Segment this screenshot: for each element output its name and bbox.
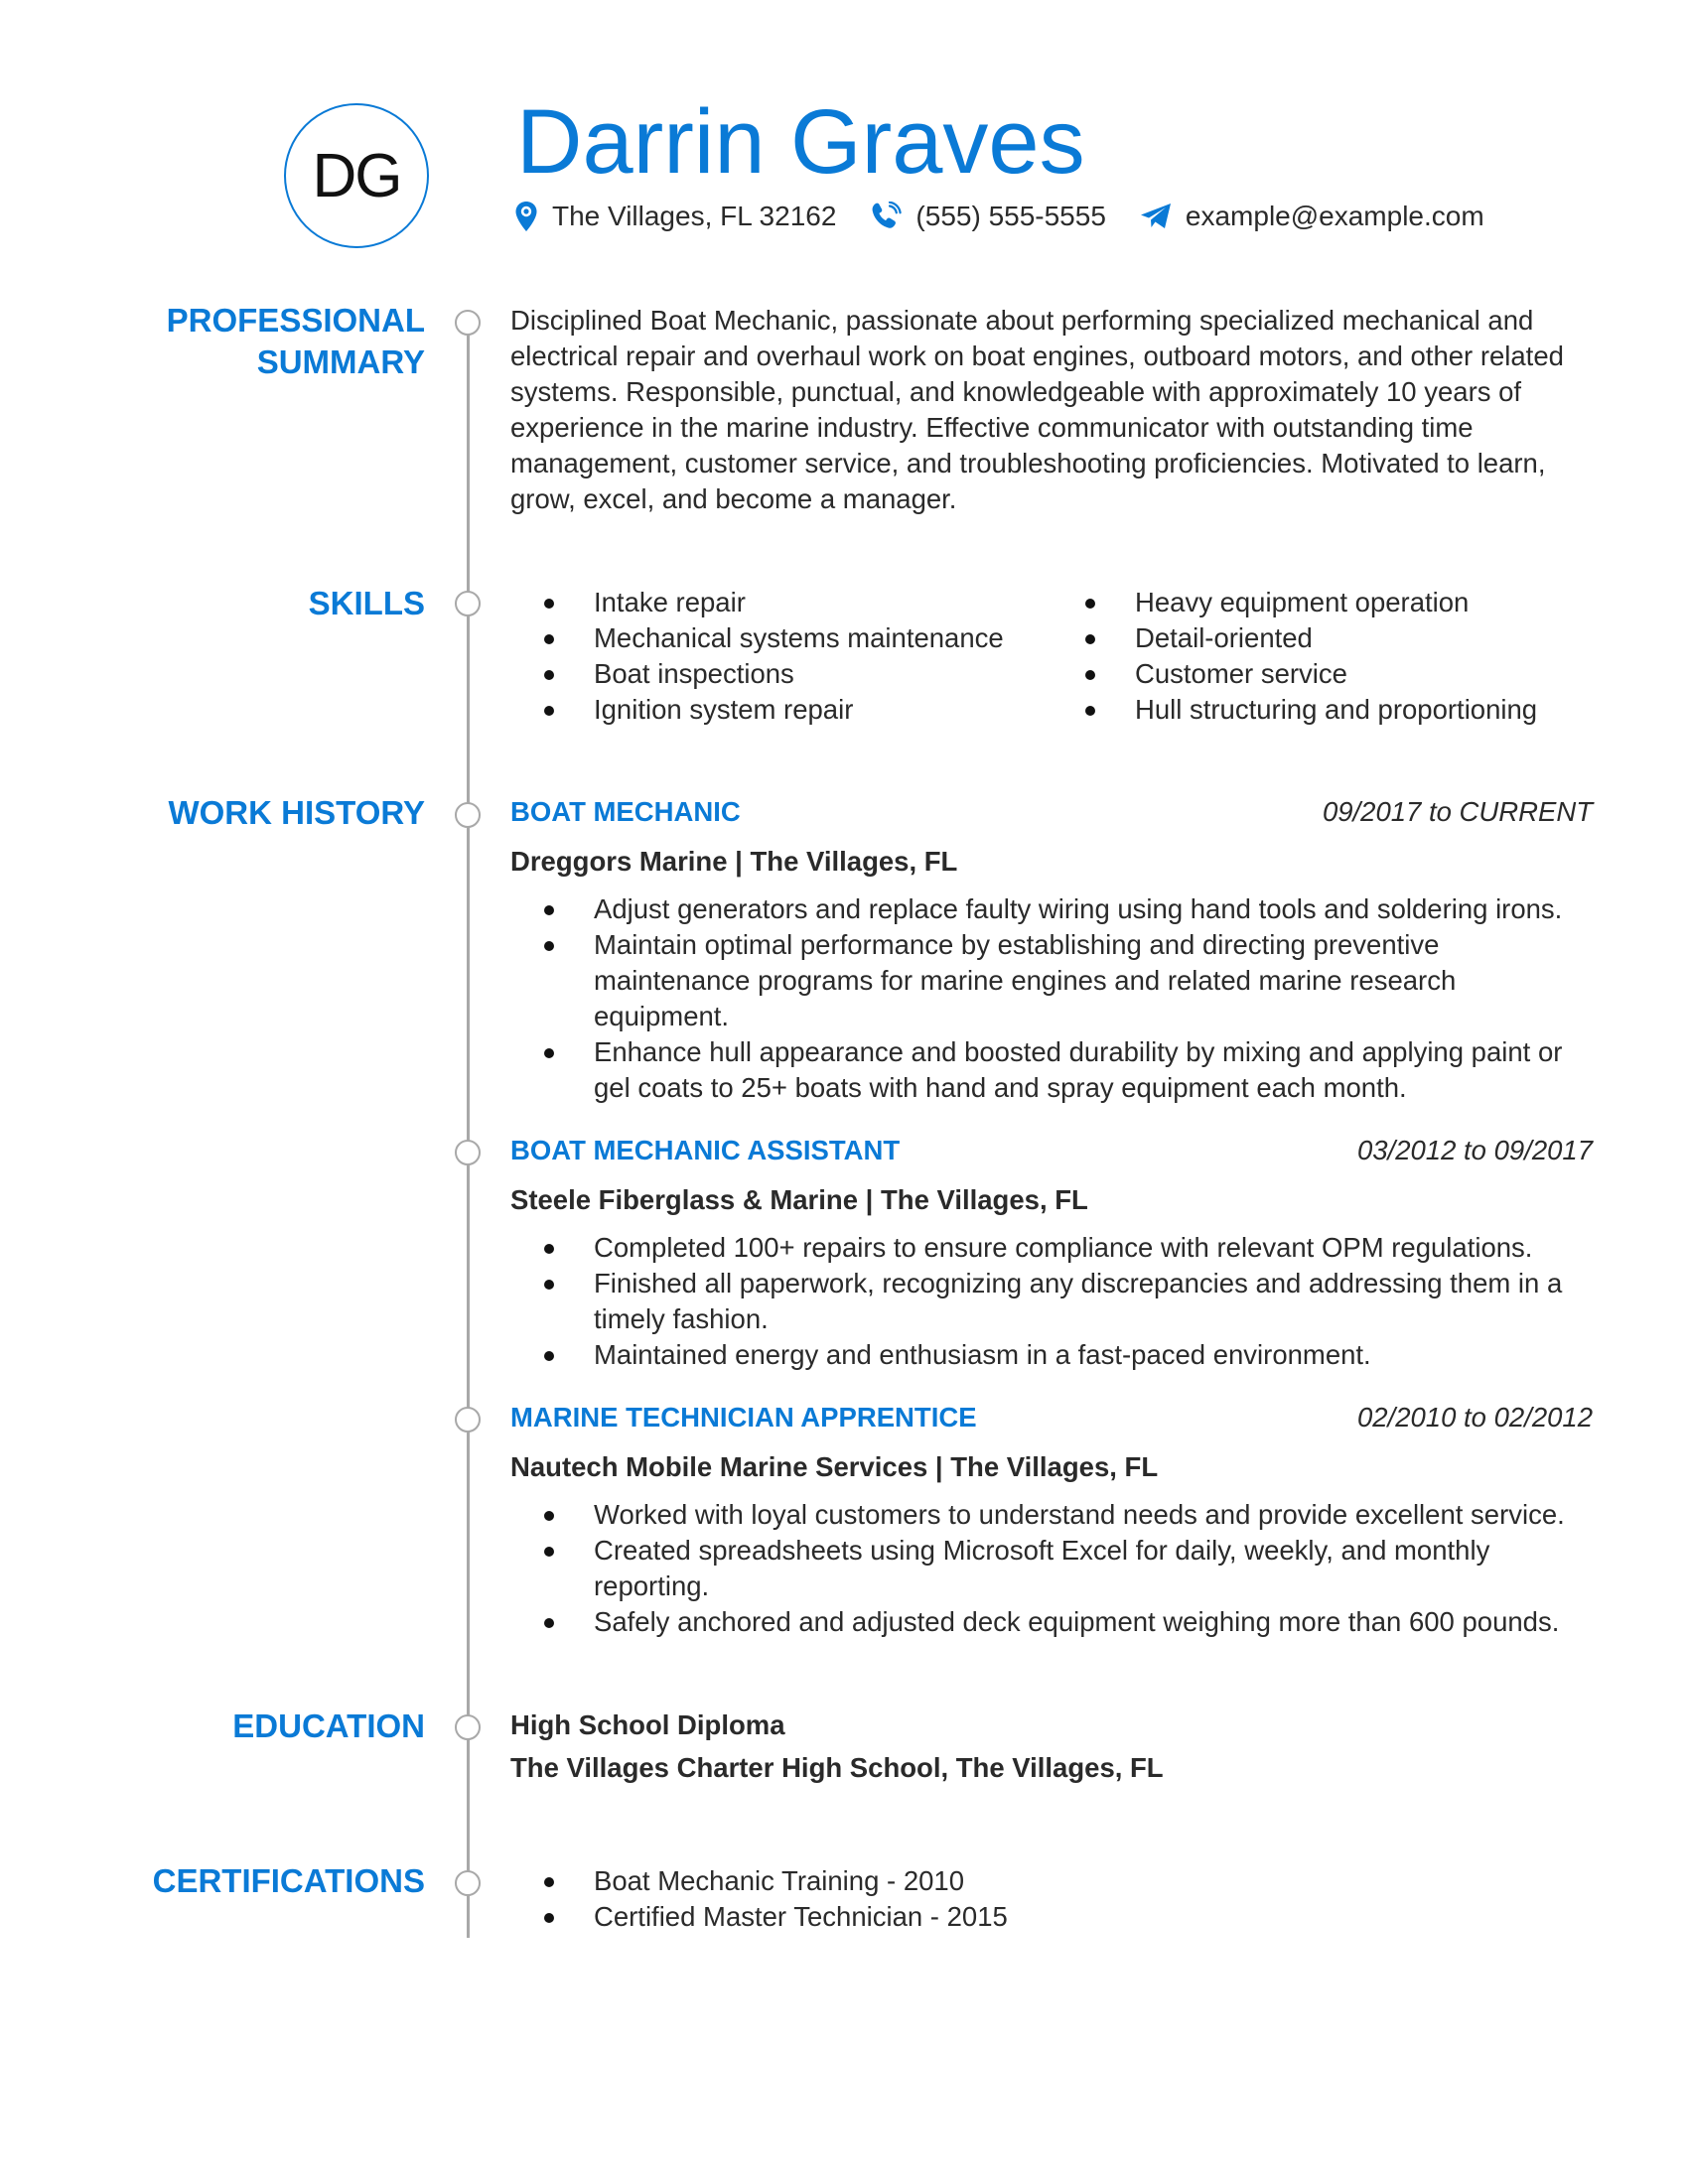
timeline-node-work — [455, 802, 481, 828]
list-item: Maintain optimal performance by establishing and directing preventive maintenance programs for marine engines and related marine research equipment. — [510, 927, 1593, 1034]
summary-text: Disciplined Boat Mechanic, passionate about performing specialized mechanical and electrical repair and overhaul work on boat engines, outboard motors, and other related systems. Responsible, punctual, and knowledgeable with approximately 10 years of experience in the marine industry. Effective communicator with outstanding time management, customer service, and troubleshooting proficiencies. Motivated to learn, grow, excel, and become a manager. — [510, 305, 1564, 514]
job-company: Steele Fiberglass & Marine | The Villages, FL — [510, 1184, 1088, 1215]
skills-list — [510, 585, 1593, 728]
list-item: Certified Master Technician - 2015 — [510, 1899, 1593, 1935]
timeline-node-education — [455, 1714, 481, 1740]
timeline-node-job-3 — [455, 1407, 481, 1433]
education-degree: High School Diploma — [510, 1709, 785, 1740]
education-school: The Villages Charter High School, The Villages, FL — [510, 1752, 1164, 1783]
contact-location — [514, 201, 836, 232]
list-item: Created spreadsheets using Microsoft Excel for daily, weekly, and monthly reporting. — [510, 1533, 1593, 1604]
contact-email — [1140, 201, 1484, 232]
job-dates: 09/2017 to CURRENT — [1322, 796, 1593, 827]
list-item: Hull structuring and proportioning — [1052, 692, 1593, 728]
list-item: Completed 100+ repairs to ensure compliance with relevant OPM regulations. — [510, 1230, 1593, 1266]
contact-phone — [870, 201, 1105, 232]
section-title-summary — [167, 300, 425, 383]
summary-title-line1: PROFESSIONAL — [166, 302, 425, 339]
location-pin-icon — [514, 201, 538, 232]
list-item: Boat Mechanic Training - 2010 — [510, 1863, 1593, 1899]
job-dates: 03/2012 to 09/2017 — [1356, 1135, 1593, 1165]
contact-bar — [514, 197, 1518, 236]
list-item: Heavy equipment operation — [1052, 585, 1593, 620]
list-item: Intake repair — [510, 585, 1052, 620]
send-icon — [1140, 203, 1172, 230]
job-bullets — [510, 1230, 1593, 1373]
section-title-education: EDUCATION — [232, 1707, 425, 1744]
job-title: BOAT MECHANIC ASSISTANT — [510, 1135, 901, 1165]
job-entry — [510, 1133, 1593, 1373]
list-item: Boat inspections — [510, 656, 1052, 692]
section-title-work: WORK HISTORY — [168, 794, 425, 831]
job-bullets — [510, 1497, 1593, 1640]
list-item: Enhance hull appearance and boosted durability by mixing and applying paint or gel coats to 25+ boats with hand and spray equipment each month. — [510, 1034, 1593, 1106]
skills-column-left — [510, 585, 1052, 728]
timeline-node-skills — [455, 591, 481, 616]
candidate-name: Darrin Graves — [516, 91, 1085, 193]
certifications-list — [510, 1863, 1593, 1935]
job-bullets — [510, 891, 1593, 1106]
job-entry — [510, 1400, 1593, 1640]
job-title: BOAT MECHANIC — [510, 796, 741, 827]
job-dates: 02/2010 to 02/2012 — [1356, 1402, 1593, 1433]
phone-icon — [870, 202, 902, 231]
skills-column-right — [1052, 585, 1593, 728]
job-company: Nautech Mobile Marine Services | The Villages, FL — [510, 1451, 1159, 1482]
list-item: Detail-oriented — [1052, 620, 1593, 656]
section-title-skills: SKILLS — [308, 585, 425, 621]
timeline-node-job-2 — [455, 1140, 481, 1165]
monogram-badge — [284, 103, 429, 248]
timeline-line — [467, 328, 470, 1938]
summary-title-line2: SUMMARY — [256, 343, 425, 380]
list-item: Adjust generators and replace faulty wiring using hand tools and soldering irons. — [510, 891, 1593, 927]
job-entry — [510, 794, 1593, 1106]
phone-text: (555) 555-5555 — [915, 201, 1106, 231]
job-company: Dreggors Marine | The Villages, FL — [510, 846, 958, 877]
monogram-initials: DG — [312, 141, 401, 210]
list-item: Worked with loyal customers to understand needs and provide excellent service. — [510, 1497, 1593, 1533]
education-entry — [510, 1707, 1593, 1786]
job-title: MARINE TECHNICIAN APPRENTICE — [510, 1402, 977, 1433]
location-text: The Villages, FL 32162 — [552, 201, 837, 231]
list-item: Customer service — [1052, 656, 1593, 692]
timeline-node-summary — [455, 310, 481, 336]
list-item: Maintained energy and enthusiasm in a fast-paced environment. — [510, 1337, 1593, 1373]
list-item: Mechanical systems maintenance — [510, 620, 1052, 656]
timeline-node-certifications — [455, 1870, 481, 1896]
email-text: example@example.com — [1185, 201, 1484, 231]
list-item: Safely anchored and adjusted deck equipment weighing more than 600 pounds. — [510, 1604, 1593, 1640]
list-item: Ignition system repair — [510, 692, 1052, 728]
section-title-certifications: CERTIFICATIONS — [152, 1862, 425, 1899]
list-item: Finished all paperwork, recognizing any discrepancies and addressing them in a timely fashion. — [510, 1266, 1593, 1337]
